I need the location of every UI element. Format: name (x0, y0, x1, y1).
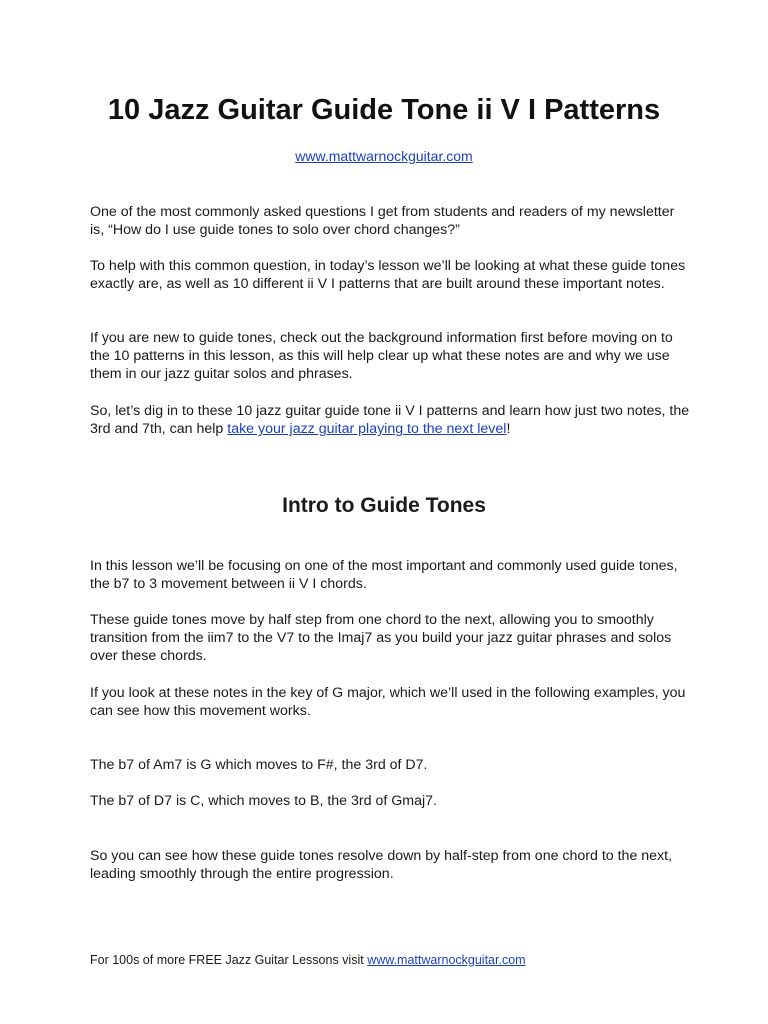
site-link[interactable]: www.mattwarnockguitar.com (295, 148, 473, 164)
paragraph-dig-in (90, 402, 690, 438)
next-level-link[interactable]: take your jazz guitar playing to the next level (227, 421, 507, 438)
page-footer (90, 952, 690, 968)
paragraph-d7-example: The b7 of D7 is C, which moves to B, the 3rd of Gmaj7. (90, 793, 437, 809)
paragraph-lesson-overview: To help with this common question, in today’s lesson we’ll be looking at what these guide tones exactly are, as well as 10 different ii V I patterns that are built around these important notes. (90, 258, 686, 293)
footer-text: For 100s of more FREE Jazz Guitar Lessons visit (90, 953, 368, 967)
paragraph-am7-example: The b7 of Am7 is G which moves to F#, the 3rd of D7. (90, 757, 428, 773)
site-link-container (0, 148, 768, 164)
footer-link[interactable]: www.mattwarnockguitar.com (367, 953, 526, 967)
page-title: 10 Jazz Guitar Guide Tone ii V I Patterns (107, 94, 661, 126)
paragraph-key-of-g: If you look at these notes in the key of G major, which we’ll used in the following examples, you can see how this movement works. (90, 685, 686, 720)
paragraph-dig-in-text: So, let’s dig in to these 10 jazz guitar guide tone ii V I patterns and learn how just two notes, the 3rd and 7th, can help (90, 403, 690, 438)
paragraph-focus: In this lesson we’ll be focusing on one of the most important and commonly used guide tones, the b7 to 3 movement between ii V I chords. (90, 558, 678, 593)
paragraph-background-note: If you are new to guide tones, check out the background information first before moving on to the 10 patterns in this lesson, as this will help clear up what these notes are and why we use them in our jazz guitar solos and phrases. (90, 330, 673, 383)
paragraph-intro-question: One of the most commonly asked questions I get from students and readers of my newsletter is, “How do I use guide tones to solo over chord changes?” (90, 204, 675, 239)
section-heading: Intro to Guide Tones (282, 494, 486, 517)
paragraph-dig-in-end: ! (506, 421, 511, 438)
paragraph-resolve: So you can see how these guide tones resolve down by half-step from one chord to the next, leading smoothly through the entire progression. (90, 848, 673, 883)
paragraph-half-step: These guide tones move by half step from one chord to the next, allowing you to smoothly transition from the iim7 to the V7 to the Imaj7 as you build your jazz guitar phrases and solos over these chords. (90, 612, 672, 665)
